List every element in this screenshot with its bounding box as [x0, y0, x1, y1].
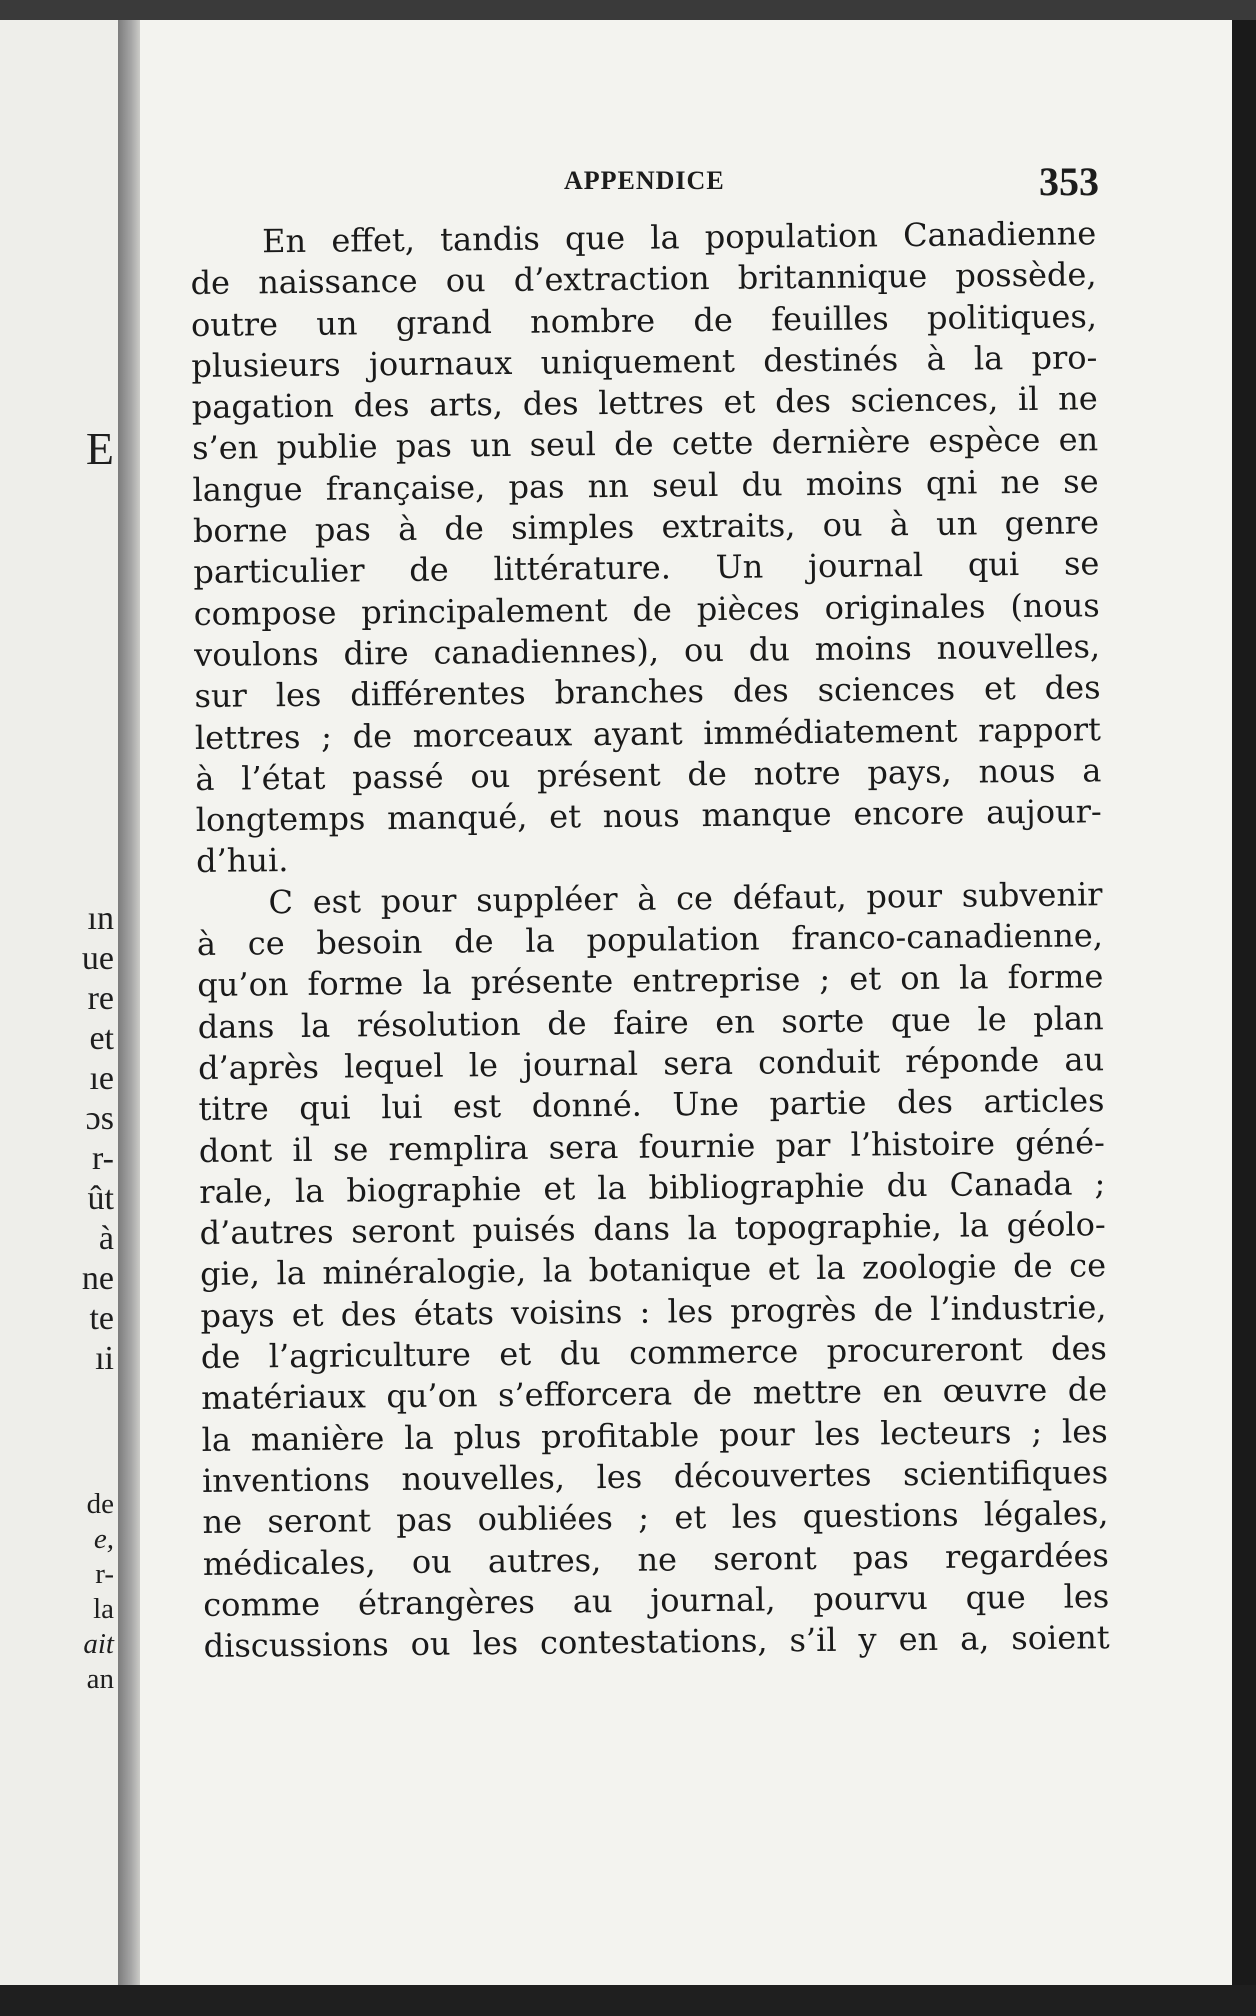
fragment: de — [86, 1488, 114, 1520]
fragment: r- — [95, 1558, 114, 1590]
text-line: compose principalement de pièces originales (nous — [193, 585, 1100, 633]
book-gutter — [118, 20, 142, 1985]
text-line: à l’état passé ou présent de notre pays, nous a — [195, 751, 1102, 798]
fragment: an — [86, 1663, 114, 1695]
text-line: outre un grand nombre de feuilles politiques, — [190, 296, 1098, 344]
text-line: dans la résolution de faire en sorte que le plan — [197, 998, 1104, 1046]
text-line: inventions nouvelles, les découvertes scientifiques — [201, 1453, 1109, 1500]
text-line: à ce besoin de la population franco-canadienne, — [196, 916, 1104, 964]
text-line: sur les différentes branches des sciences et des — [194, 668, 1101, 716]
fragment: r- — [92, 1140, 114, 1177]
text-line: plusieurs journaux uniquement destinés à la pro- — [191, 338, 1098, 385]
text-line: d’après lequel le journal sera conduit réponde au — [197, 1040, 1105, 1087]
text-line: lettres ; de morceaux ayant immédiatement rapport — [194, 709, 1102, 757]
page-number: 353 — [1039, 159, 1099, 204]
fragment: ue — [81, 940, 114, 977]
paragraph-1 — [190, 213, 1102, 882]
text-line: dont il se remplira sera fournie par l’histoire géné- — [198, 1122, 1106, 1170]
paragraph-2 — [196, 874, 1109, 1667]
text-line: particulier de littérature. Un journal qui se — [193, 544, 1100, 592]
text-line: En effet, tandis que la population Canadienne — [262, 214, 1097, 261]
text-line: comme étrangères au journal, pourvu que les — [203, 1577, 1110, 1624]
text-line: qu’on forme la présente entreprise ; et on la forme — [197, 957, 1104, 1005]
text-line: discussions ou les contestations, s’il y en a, soient — [203, 1618, 1110, 1666]
text-line: gie, la minéralogie, la botanique et la zoologie de ce — [199, 1246, 1107, 1294]
text-line: rale, la biographie et la bibliographie du Canada ; — [199, 1164, 1106, 1211]
scanner-right-edge — [1232, 20, 1256, 1985]
scanner-bottom-edge — [0, 1985, 1256, 2016]
text-line: s’en publie pas un seul de cette dernière espèce en — [191, 420, 1099, 468]
text-line: longtemps manqué, et nous manque encore aujour- — [195, 792, 1102, 840]
fragment: à — [98, 1220, 114, 1257]
text-line: de naissance ou d’extraction britannique possède, — [190, 255, 1097, 303]
fragment: ût — [87, 1180, 114, 1217]
text-line: médicales, ou autres, ne seront pas regardées — [202, 1535, 1110, 1583]
fragment: ɔs — [85, 1100, 114, 1137]
fragment: ait — [83, 1628, 114, 1660]
running-head-title: APPENDICE — [564, 166, 725, 195]
text-line: d’hui. — [195, 841, 289, 881]
text-line: d’autres seront puisés dans la topographie, la géolo- — [199, 1205, 1106, 1253]
text-line: borne pas à de simples extraits, ou à un genre — [192, 503, 1100, 551]
fragment: e, — [93, 1523, 114, 1555]
fragment: ıe — [89, 1060, 114, 1097]
fragment: et — [89, 1020, 114, 1057]
text-line: la manière la plus profitable pour les lecteurs ; les — [201, 1411, 1108, 1459]
fragment: ıi — [95, 1340, 114, 1377]
fragment: te — [89, 1300, 114, 1337]
fragment: ın — [87, 900, 114, 937]
text-line: ne seront pas oubliées ; et les questions légales, — [202, 1494, 1109, 1542]
text-line: C est pour suppléer à ce défaut, pour subvenir — [268, 875, 1103, 922]
text-line: voulons dire canadiennes), ou du moins nouvelles, — [193, 627, 1101, 674]
fragment: la — [93, 1593, 114, 1625]
body-text — [190, 213, 1110, 1667]
text-line: pays et des états voisins : les progrès de l’industrie, — [200, 1287, 1107, 1335]
fragment: E — [85, 423, 114, 474]
text-line: de l’agriculture et du commerce procureront des — [200, 1329, 1108, 1376]
text-line: langue française, pas nn seul du moins qni ne se — [192, 462, 1099, 509]
facing-page-left — [0, 20, 122, 1985]
text-line: pagation des arts, des lettres et des sciences, il ne — [191, 379, 1098, 427]
fragment: re — [87, 980, 114, 1017]
text-line: titre qui lui est donné. Une partie des articles — [198, 1081, 1105, 1129]
text-line: matériaux qu’on s’efforcera de mettre en œuvre de — [201, 1370, 1108, 1418]
fragment: ne — [81, 1260, 114, 1297]
